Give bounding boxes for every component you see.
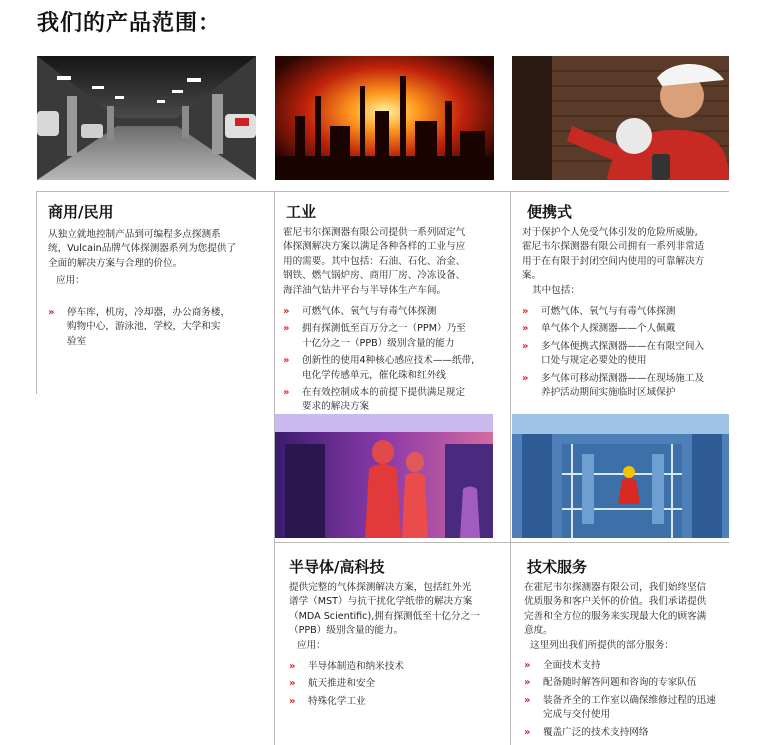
service-bullet-list <box>524 659 736 743</box>
semiconductor-description: 提供完整的气体探测解决方案，包括红外光 谱学（MST）与抗干扰化学纸带的解决方案 （MDA Scientific),拥有探测低至十亿分之一 （PPB）级别含量的能力。 应用： <box>289 581 507 653</box>
list-item: » 多气体可移动探测器——在现场施工及 养护活动期间实施临时区域保护 <box>522 372 705 399</box>
portable-section-title: 便携式 <box>527 203 573 221</box>
portable-description: 对于保护个人免受气体引发的危险所威胁, 霍尼韦尔探测器有限公司拥有一系列非常适 用于在有限于封闭空间内使用的可靠解决方 案。 其中包括： <box>522 226 732 298</box>
commercial-description <box>48 228 270 289</box>
description-line: 统，Vulcain品牌气体探测器系列为您提供了 <box>48 243 237 255</box>
industrial-bullet-list <box>283 305 505 418</box>
service-section-title: 技术服务 <box>527 558 588 576</box>
list-item: » 创新性的使用4种核心感应技术——纸带, 电化学传感单元，催化珠和红外线 <box>283 355 475 381</box>
apply-label: 其中包括： <box>532 284 580 296</box>
commercial-section-title: 商用/民用 <box>48 203 114 221</box>
apply-label: 应用： <box>56 275 85 287</box>
list-item: » 配备随时解答问题和咨询的专家队伍 <box>524 676 736 690</box>
list-item: » 覆盖广泛的技术支持网络 <box>524 726 736 740</box>
bullet-arrow-icon: » <box>522 323 529 335</box>
worker-portable-photo <box>512 56 729 180</box>
apply-label: 应用： <box>297 639 326 651</box>
list-item: » 可燃气体、氧气与有毒气体探测 <box>522 305 734 319</box>
list-item: » 停车库，机房，冷却器，办公商务楼， 购物中心，游泳池，学校，大学和实 验室 <box>48 307 231 347</box>
bullet-arrow-icon: » <box>283 306 290 317</box>
service-description: 在霍尼韦尔探测器有限公司，我们始终坚信 优质服务和客户关怀的价值。我们承诺提供 完善和全方位的服务来实现最大化的顾客满 意度。 这里列出我们所提供的部分服务： <box>524 581 736 653</box>
parking-garage-photo <box>37 56 256 180</box>
bullet-arrow-icon: » <box>289 695 296 707</box>
list-item: » 航天推进和安全 <box>289 677 507 691</box>
commercial-bullet-list <box>48 306 270 352</box>
list-item: » 全面技术支持 <box>524 659 736 673</box>
portable-bullet-list <box>522 305 734 403</box>
refinery-photo <box>275 56 494 180</box>
list-item: » 在有效控制成本的前提下提供满足规定 要求的解决方案 <box>283 387 466 413</box>
bullet-arrow-icon: » <box>289 678 296 690</box>
bullet-arrow-icon: » <box>522 372 529 384</box>
list-item: » 装备齐全的工作室以确保维修过程的迅速 完成与交付使用 <box>524 694 716 721</box>
bullet-arrow-icon: » <box>283 355 290 367</box>
technical-service-photo <box>512 414 729 538</box>
bullet-arrow-icon: » <box>283 387 290 399</box>
description-line: 全面的解决方案与合理的价位。 <box>48 257 183 269</box>
list-item: » 多气体便携式探测器——在有限空间入 口处与规定必要处的使用 <box>522 340 705 367</box>
lower-divider <box>274 542 729 543</box>
industrial-section-title: 工业 <box>286 203 317 221</box>
description-line: 从独立就地控制产品到可编程多点探测系 <box>48 229 221 240</box>
right-divider <box>510 191 511 745</box>
top-divider <box>37 191 729 192</box>
bullet-arrow-icon: » <box>524 677 531 689</box>
page-title: 我们的产品范围： <box>37 11 222 36</box>
industrial-description: 霍尼韦尔探测器有限公司提供一系列固定气 体探测解决方案以满足各种各样的工业与应 用的需要。其中包括：石油、石化、冶金、 钢铁、燃气锅炉房、商用厂房、冷冻设备、 海洋油气钻井平台与半导体生产车间。 <box>283 227 466 296</box>
bullet-arrow-icon: » <box>289 661 296 672</box>
bullet-arrow-icon: » <box>522 306 529 317</box>
bullet-arrow-icon: » <box>522 340 529 352</box>
list-item: » 半导体制造和纳米技术 <box>289 660 507 674</box>
bullet-arrow-icon: » <box>524 694 531 706</box>
left-divider <box>36 191 37 394</box>
bullet-arrow-icon: » <box>524 726 531 738</box>
list-item: » 单气体个人探测器——个人佩戴 <box>522 322 734 336</box>
bullet-arrow-icon: » <box>524 660 531 671</box>
semiconductor-bullet-list <box>289 660 507 712</box>
bullet-arrow-icon: » <box>283 323 290 335</box>
bullet-arrow-icon: » <box>48 307 55 318</box>
list-item: » 拥有探测低至百万分之一（PPM）乃至 十亿分之一（PPB）级别含量的能力 <box>283 323 466 349</box>
list-item: » 特殊化学工业 <box>289 695 507 709</box>
semiconductor-section-title: 半导体/高科技 <box>289 558 385 576</box>
cleanroom-photo <box>275 414 493 538</box>
apply-label: 这里列出我们所提供的部分服务： <box>530 639 674 651</box>
list-item: » 可燃气体、氧气与有毒气体探测 <box>283 305 505 319</box>
